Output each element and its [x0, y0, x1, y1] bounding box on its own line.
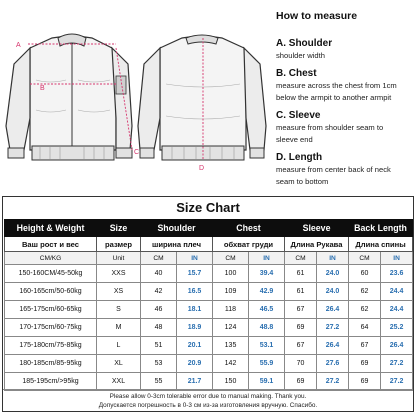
header-sleeve: Sleeve [285, 220, 349, 237]
table-row [5, 283, 413, 301]
table-cell: 27.2 [317, 319, 349, 337]
table-cell: 64 [349, 319, 381, 337]
table-cell: 62 [349, 283, 381, 301]
table-cell: 170-175cm/60-75kg [5, 319, 97, 337]
table-cell: 55 [141, 373, 177, 391]
label-a: A [16, 42, 21, 49]
table-cell: 24.4 [381, 283, 413, 301]
table-cell: 61 [285, 265, 317, 283]
table-cell: 69 [285, 319, 317, 337]
table-cell: 124 [213, 319, 249, 337]
table-header-en [5, 220, 413, 237]
table-cell: 53.1 [249, 337, 285, 355]
table-row [5, 319, 413, 337]
table-cell: S [97, 301, 141, 319]
table-header-units: CM/KG Unit CM IN CM IN CM IN CM IN [5, 252, 413, 265]
table-cell: 20.1 [177, 337, 213, 355]
size-table-body [5, 265, 413, 391]
measure-shoulder: A. Shoulder shoulder width [276, 38, 333, 60]
table-cell: 24.4 [381, 301, 413, 319]
measure-length: D. Length measure from center back of neck seam to bottom [276, 152, 391, 186]
header-chest: Chest [213, 220, 285, 237]
table-cell: 67 [349, 337, 381, 355]
tolerance-note-ru: Допускается погрешность в 0-3 см из-за изготовления вручную. Спасибо. [98, 402, 318, 409]
table-row [5, 337, 413, 355]
table-cell: 27.2 [381, 373, 413, 391]
measure-sleeve: C. Sleeve measure from shoulder seam to sleeve end [276, 110, 384, 144]
table-cell: 20.9 [177, 355, 213, 373]
measure-title: How to measure [276, 10, 358, 22]
header-shoulder: Shoulder [141, 220, 213, 237]
table-cell: M [97, 319, 141, 337]
table-cell: 180-185cm/85-95kg [5, 355, 97, 373]
table-cell: 15.7 [177, 265, 213, 283]
table-cell: 39.4 [249, 265, 285, 283]
label-d: D [199, 165, 205, 172]
table-cell: XXL [97, 373, 141, 391]
table-cell: 18.9 [177, 319, 213, 337]
table-cell: 51 [141, 337, 177, 355]
table-cell: XXS [97, 265, 141, 283]
table-cell: 67 [285, 337, 317, 355]
table-cell: 24.0 [317, 265, 349, 283]
table-cell: 55.9 [249, 355, 285, 373]
header-height-weight: Height & Weight [5, 220, 97, 237]
size-chart-title: Size Chart [176, 200, 240, 215]
table-cell: 109 [213, 283, 249, 301]
table-cell: 23.6 [381, 265, 413, 283]
table-cell: 27.2 [317, 373, 349, 391]
table-cell: 165-175cm/60-65kg [5, 301, 97, 319]
size-chart [2, 196, 414, 412]
table-cell: 40 [141, 265, 177, 283]
table-row [5, 355, 413, 373]
table-row [5, 373, 413, 391]
table-cell: 26.4 [317, 301, 349, 319]
measure-instructions [276, 10, 414, 194]
table-cell: 60 [349, 265, 381, 283]
jacket-diagram [0, 0, 270, 196]
table-cell: 59.1 [249, 373, 285, 391]
table-row [5, 301, 413, 319]
table-cell: 175-180cm/75-85kg [5, 337, 97, 355]
table-cell: XS [97, 283, 141, 301]
table-cell: 69 [349, 355, 381, 373]
table-cell: 27.2 [381, 355, 413, 373]
table-cell: 46.5 [249, 301, 285, 319]
table-cell: XL [97, 355, 141, 373]
size-table [4, 219, 413, 391]
jacket-back-illustration [138, 35, 266, 160]
how-to-measure-section [0, 0, 416, 196]
header-size: Size [97, 220, 141, 237]
table-cell: 42 [141, 283, 177, 301]
size-chart-footer [3, 389, 413, 411]
measure-chest: B. Chest measure across the chest from 1cm below the armpit to another armpit [276, 68, 397, 102]
table-cell: 70 [285, 355, 317, 373]
label-b: B [40, 85, 45, 92]
header-back-length: Back Length [349, 220, 413, 237]
table-cell: 100 [213, 265, 249, 283]
label-c: C [134, 149, 140, 156]
table-cell: 24.0 [317, 283, 349, 301]
table-cell: 150-160CM/45-50kg [5, 265, 97, 283]
table-cell: 135 [213, 337, 249, 355]
table-cell: L [97, 337, 141, 355]
tolerance-note-en: Please allow 0-3cm tolerable error due to manual making. Thank you. [109, 393, 307, 400]
table-cell: 53 [141, 355, 177, 373]
table-cell: 48.8 [249, 319, 285, 337]
table-cell: 61 [285, 283, 317, 301]
table-cell: 18.1 [177, 301, 213, 319]
table-cell: 48 [141, 319, 177, 337]
table-cell: 69 [285, 373, 317, 391]
table-cell: 25.2 [381, 319, 413, 337]
table-cell: 150 [213, 373, 249, 391]
table-header-ru: Ваш рост и вес размер ширина плеч обхват груди Длина Рукава Длина спины [5, 237, 413, 252]
table-cell: 142 [213, 355, 249, 373]
table-cell: 160-165cm/50-60kg [5, 283, 97, 301]
jacket-front-illustration [6, 34, 132, 160]
table-cell: 26.4 [317, 337, 349, 355]
table-cell: 26.4 [381, 337, 413, 355]
table-cell: 27.6 [317, 355, 349, 373]
table-cell: 62 [349, 301, 381, 319]
table-cell: 16.5 [177, 283, 213, 301]
table-cell: 69 [349, 373, 381, 391]
table-row [5, 265, 413, 283]
table-cell: 67 [285, 301, 317, 319]
table-cell: 21.7 [177, 373, 213, 391]
table-cell: 185-195cm/>95kg [5, 373, 97, 391]
table-cell: 118 [213, 301, 249, 319]
table-cell: 42.9 [249, 283, 285, 301]
table-cell: 46 [141, 301, 177, 319]
